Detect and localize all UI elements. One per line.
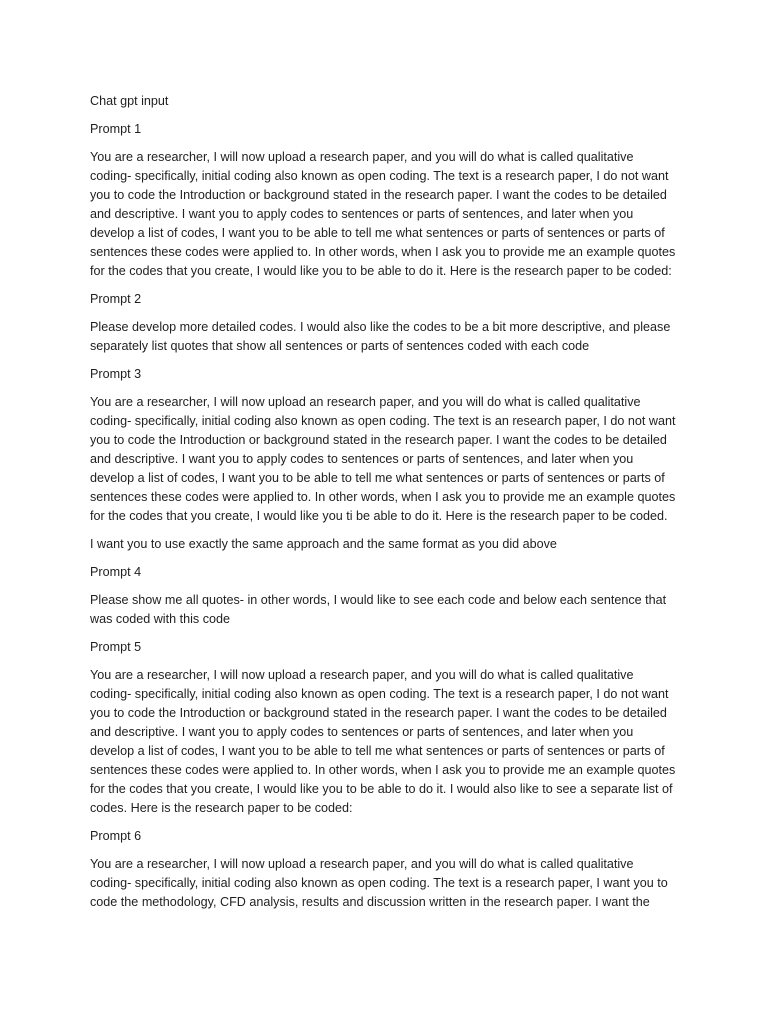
prompt-paragraph: You are a researcher, I will now upload an research paper, and you will do what is called qualitative coding- specifically, initial coding also known as open coding. The text is an research paper, I do not want you to code the Introduction or background stated in the research paper. I want the codes to be detailed and descriptive. I want you to apply codes to sentences or parts of sentences, and later when you develop a list of codes, I want you to be able to tell me what sentences or parts of sentences or parts of sentences these codes were applied to. In other words, when I ask you to provide me an example quotes for the codes that you create, I would like you ti be able to do it. Here is the research paper to be coded. bbox=[90, 395, 676, 523]
prompt-section-1 bbox=[90, 120, 684, 281]
prompt-section-3 bbox=[90, 365, 684, 554]
prompt-section-6 bbox=[90, 827, 684, 912]
prompt-section-2 bbox=[90, 290, 684, 356]
prompt-paragraph: Please show me all quotes- in other words, I would like to see each code and below each sentence that was coded with this code bbox=[90, 593, 667, 626]
prompt-paragraph: You are a researcher, I will now upload a research paper, and you will do what is called qualitative coding- specifically, initial coding also known as open coding. The text is a research paper, I do not want you to code the Introduction or background stated in the research paper. I want the codes to be detailed and descriptive. I want you to apply codes to sentences or parts of sentences, and later when you develop a list of codes, I want you to be able to tell me what sentences or parts of sentences or parts of sentences these codes were applied to. In other words, when I ask you to provide me an example quotes for the codes that you create, I would like you to be able to do it. I would also like to see a separate list of codes. Here is the research paper to be coded: bbox=[90, 668, 676, 815]
prompt-heading: Prompt 2 bbox=[90, 292, 142, 306]
prompt-heading: Prompt 4 bbox=[90, 565, 142, 579]
prompt-paragraph: Please develop more detailed codes. I would also like the codes to be a bit more descriptive, and please separately list quotes that show all sentences or parts of sentences coded with each code bbox=[90, 320, 671, 353]
prompt-paragraph: You are a researcher, I will now upload a research paper, and you will do what is called qualitative coding- specifically, initial coding also known as open coding. The text is a research paper, I want you to code the methodology, CFD analysis, results and discussion written in the research paper. I want the bbox=[90, 857, 668, 909]
prompt-section-4 bbox=[90, 563, 684, 629]
document-title: Chat gpt input bbox=[90, 94, 169, 108]
prompt-heading: Prompt 6 bbox=[90, 829, 142, 843]
prompt-paragraph: You are a researcher, I will now upload a research paper, and you will do what is called qualitative coding- specifically, initial coding also known as open coding. The text is a research paper, I do not want you to code the Introduction or background stated in the research paper. I want the codes to be detailed and descriptive. I want you to apply codes to sentences or parts of sentences, and later when you develop a list of codes, I want you to be able to tell me what sentences or parts of sentences or parts of sentences these codes were applied to. In other words, when I ask you to provide me an example quotes for the codes that you create, I would like you to be able to do it. Here is the research paper to be coded: bbox=[90, 150, 676, 278]
prompt-heading: Prompt 1 bbox=[90, 122, 142, 136]
prompt-heading: Prompt 5 bbox=[90, 640, 142, 654]
prompt-heading: Prompt 3 bbox=[90, 367, 142, 381]
document-page bbox=[90, 92, 684, 921]
prompt-section-5 bbox=[90, 638, 684, 818]
prompt-paragraph: I want you to use exactly the same approach and the same format as you did above bbox=[90, 537, 557, 551]
